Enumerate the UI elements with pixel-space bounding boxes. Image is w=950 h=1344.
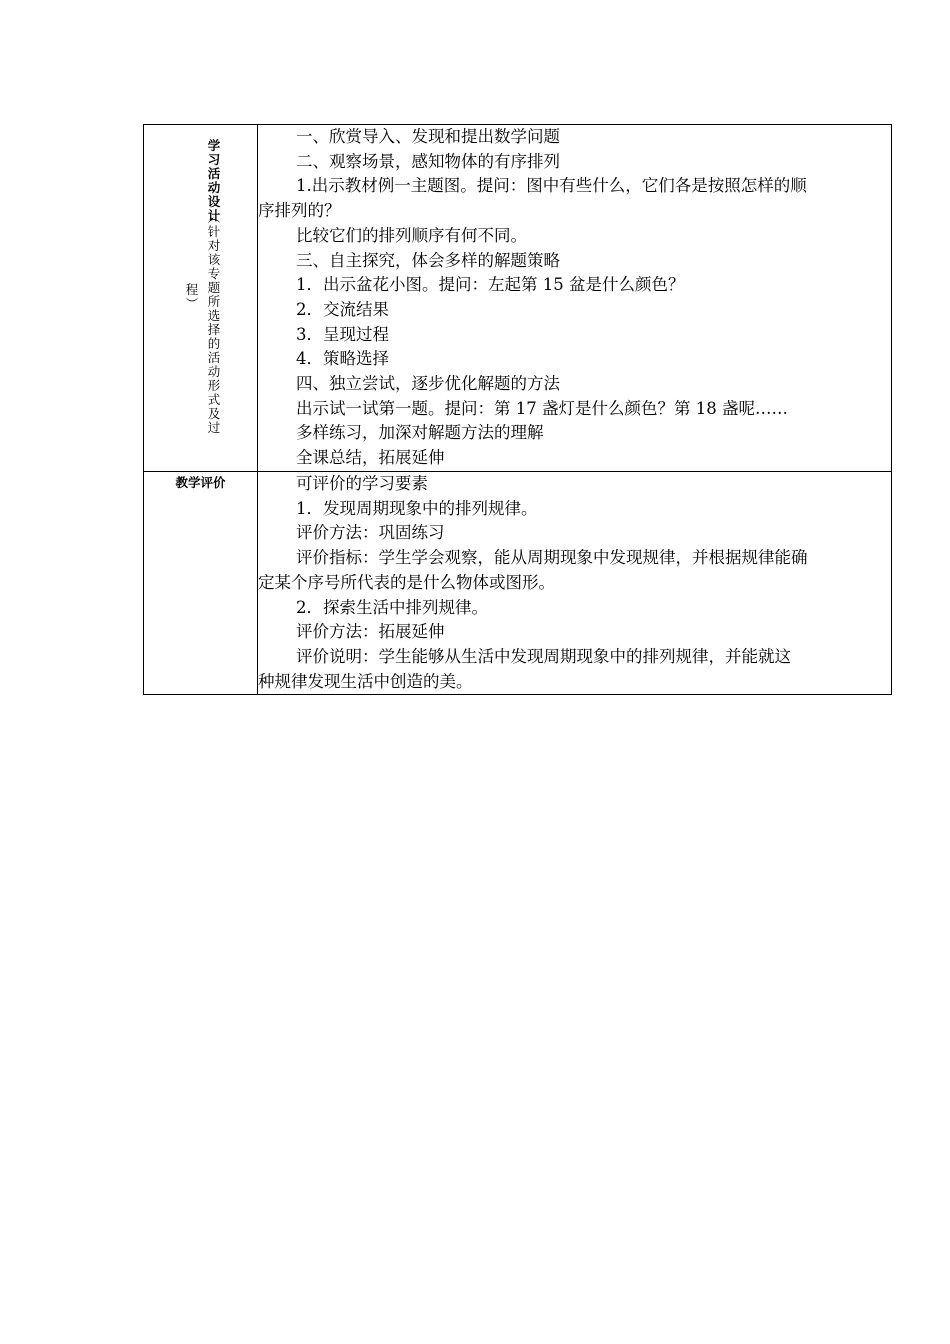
activity-design-row: [144, 125, 892, 472]
content-line: 评价说明：学生能够从生活中发现周期现象中的排列规律，并能就这: [296, 646, 791, 666]
content-line: 1．出示盆花小图。提问：左起第 15 盆是什么颜色？: [296, 275, 685, 295]
activity-design-subtitle: （针对该专题所选择的活动形式及过: [206, 211, 221, 435]
activity-design-title: 学习活动设计: [206, 139, 221, 223]
activity-design-label-cell: [144, 125, 258, 472]
content-line: 比较它们的排列顺序有何不同。: [296, 225, 527, 245]
content-line: 3．呈现过程: [296, 324, 389, 344]
content-line: 1．发现周期现象中的排列规律。: [296, 498, 538, 518]
content-line: 1.出示教材例一主题图。提问：图中有些什么，它们各是按照怎样的顺: [296, 176, 807, 196]
evaluation-row: [144, 472, 892, 695]
content-line: 出示试一试第一题。提问：第 17 盏灯是什么颜色？第 18 盏呢……: [296, 398, 788, 418]
content-line: 评价方法：巩固练习: [296, 523, 445, 543]
evaluation-label: 教学评价: [175, 475, 226, 490]
content-line: 2．交流结果: [296, 299, 389, 319]
content-line: 4．策略选择: [296, 349, 389, 369]
content-line: 二、观察场景，感知物体的有序排列: [296, 151, 560, 171]
content-line: 定某个序号所代表的是什么物体或图形。: [258, 572, 555, 592]
content-line: 一、欣赏导入、发现和提出数学问题: [296, 127, 560, 146]
content-line: 评价指标：学生学会观察，能从周期现象中发现规律，并根据规律能确: [296, 548, 808, 568]
content-line: 评价方法：拓展延伸: [296, 622, 445, 642]
evaluation-content: [258, 472, 892, 695]
content-line: 全课总结，拓展延伸: [296, 448, 445, 468]
content-line: 四、独立尝试，逐步优化解题的方法: [296, 374, 560, 394]
activity-design-subtitle-end: 程）: [184, 283, 199, 311]
lesson-table: [143, 124, 892, 695]
content-line: 三、自主探究，体会多样的解题策略: [296, 250, 560, 270]
content-line: 多样练习，加深对解题方法的理解: [296, 423, 544, 443]
evaluation-label-cell: [144, 472, 258, 695]
content-line: 可评价的学习要素: [296, 474, 428, 493]
content-line: 种规律发现生活中创造的美。: [258, 671, 473, 691]
content-line: 2．探索生活中排列规律。: [296, 597, 488, 617]
activity-design-content: [258, 125, 892, 472]
content-line: 序排列的？: [258, 201, 341, 221]
